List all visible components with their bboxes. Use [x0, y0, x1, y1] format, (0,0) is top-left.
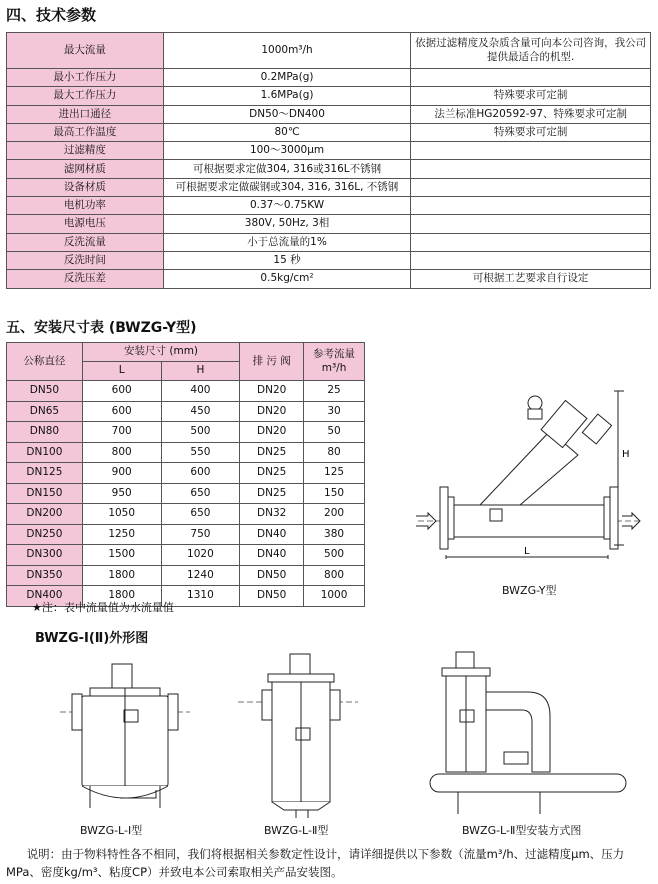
- dim-cell-drain: DN40: [240, 524, 304, 545]
- dim-cell-flow: 25: [304, 381, 365, 402]
- spec-row: [7, 178, 651, 196]
- spec-value: 100～3000μm: [163, 142, 411, 160]
- dim-cell-H: 750: [161, 524, 240, 545]
- dim-cell-dn: DN65: [7, 401, 83, 422]
- spec-value: 80℃: [163, 123, 411, 141]
- col-install: 安装尺寸 (mm): [82, 343, 239, 362]
- spec-note: [411, 215, 651, 233]
- l2-drawing: [238, 650, 358, 820]
- dim-cell-L: 800: [82, 442, 161, 463]
- spec-note: 可根据工艺要求自行设定: [411, 270, 651, 288]
- dim-cell-dn: DN200: [7, 504, 83, 525]
- dim-cell-L: 950: [82, 483, 161, 504]
- dim-cell-H: 600: [161, 463, 240, 484]
- dim-cell-flow: 30: [304, 401, 365, 422]
- spec-param: 过滤精度: [7, 142, 164, 160]
- dim-row: [7, 442, 365, 463]
- dim-cell-dn: DN50: [7, 381, 83, 402]
- spec-value: 15 秒: [163, 251, 411, 269]
- spec-value: DN50～DN400: [163, 105, 411, 123]
- spec-value: 可根据要求定做304, 316或316L不锈钢: [163, 160, 411, 178]
- spec-note: [411, 69, 651, 87]
- spec-note: [411, 197, 651, 215]
- dim-cell-H: 1310: [161, 586, 240, 607]
- spec-param: 最大流量: [7, 33, 164, 69]
- spec-row: [7, 233, 651, 251]
- dim-cell-L: 600: [82, 401, 161, 422]
- spec-value: 1.6MPa(g): [163, 87, 411, 105]
- spec-row: [7, 251, 651, 269]
- col-nominal: 公称直径: [7, 343, 83, 381]
- dim-cell-L: 1800: [82, 586, 161, 607]
- spec-param: 电机功率: [7, 197, 164, 215]
- spec-note: 特殊要求可定制: [411, 87, 651, 105]
- dim-cell-L: 1500: [82, 545, 161, 566]
- spec-param: 设备材质: [7, 178, 164, 196]
- y-caption: BWZG-Y型: [502, 584, 557, 597]
- dim-row: [7, 483, 365, 504]
- spec-note: [411, 251, 651, 269]
- caption-l2: BWZG-L-Ⅱ型: [264, 824, 329, 837]
- dim-cell-flow: 500: [304, 545, 365, 566]
- spec-param: 电源电压: [7, 215, 164, 233]
- spec-row: [7, 197, 651, 215]
- spec-value: 0.37～0.75KW: [163, 197, 411, 215]
- spec-row: [7, 142, 651, 160]
- spec-row: [7, 69, 651, 87]
- dim-cell-H: 500: [161, 422, 240, 443]
- dim-cell-flow: 50: [304, 422, 365, 443]
- dim-cell-L: 700: [82, 422, 161, 443]
- spec-row: [7, 33, 651, 69]
- dim-cell-dn: DN300: [7, 545, 83, 566]
- spec-param: 滤网材质: [7, 160, 164, 178]
- dim-row: [7, 463, 365, 484]
- dim-H-label: H: [622, 449, 630, 460]
- dim-cell-drain: DN25: [240, 483, 304, 504]
- dimension-table: [6, 342, 365, 607]
- dim-cell-H: 450: [161, 401, 240, 422]
- dim-cell-H: 650: [161, 483, 240, 504]
- dim-cell-dn: DN80: [7, 422, 83, 443]
- dim-cell-H: 550: [161, 442, 240, 463]
- section5-title: 五、安装尺寸表 (BWZG-Y型): [6, 320, 197, 336]
- col-L: L: [82, 362, 161, 381]
- dim-cell-L: 900: [82, 463, 161, 484]
- spec-param: 进出口通径: [7, 105, 164, 123]
- dim-row: [7, 504, 365, 525]
- dim-cell-flow: 150: [304, 483, 365, 504]
- spec-param: 最高工作温度: [7, 123, 164, 141]
- dim-cell-drain: DN20: [240, 422, 304, 443]
- dim-cell-flow: 80: [304, 442, 365, 463]
- section4-title: 四、技术参数: [6, 6, 97, 24]
- spec-note: [411, 142, 651, 160]
- spec-table: [6, 32, 651, 289]
- dim-cell-H: 400: [161, 381, 240, 402]
- spec-param: 反洗时间: [7, 251, 164, 269]
- y-strainer-drawing: [410, 383, 650, 593]
- dim-cell-dn: DN150: [7, 483, 83, 504]
- dim-cell-flow: 800: [304, 565, 365, 586]
- bottom-description: 说明：由于物料特性各不相同，我们将根据相关参数定性设计，请详细提供以下参数（流量m³/h、过滤精度μm、压力MPa、密度kg/m³、粘度CP）并致电本公司索取相关产品安装图。: [6, 847, 625, 879]
- dim-cell-L: 600: [82, 381, 161, 402]
- spec-row: [7, 123, 651, 141]
- dim-cell-drain: DN25: [240, 463, 304, 484]
- spec-note: [411, 160, 651, 178]
- dim-row: [7, 401, 365, 422]
- dim-cell-dn: DN125: [7, 463, 83, 484]
- dim-cell-drain: DN40: [240, 545, 304, 566]
- dim-cell-drain: DN20: [240, 401, 304, 422]
- dim-row: [7, 545, 365, 566]
- spec-param: 反洗压差: [7, 270, 164, 288]
- dim-row: [7, 565, 365, 586]
- spec-value: 小于总流量的1%: [163, 233, 411, 251]
- dim-cell-drain: DN50: [240, 586, 304, 607]
- dim-cell-flow: 380: [304, 524, 365, 545]
- dim-cell-dn: DN400: [7, 586, 83, 607]
- dim-cell-L: 1250: [82, 524, 161, 545]
- dim-cell-H: 1020: [161, 545, 240, 566]
- dim-cell-dn: DN100: [7, 442, 83, 463]
- dim-cell-drain: DN32: [240, 504, 304, 525]
- dim-cell-L: 1800: [82, 565, 161, 586]
- spec-note: 特殊要求可定制: [411, 123, 651, 141]
- spec-row: [7, 105, 651, 123]
- spec-param: 反洗流量: [7, 233, 164, 251]
- dim-cell-drain: DN20: [240, 381, 304, 402]
- spec-note: [411, 233, 651, 251]
- dim-row: [7, 422, 365, 443]
- col-drain: 排 污 阀: [240, 343, 304, 381]
- spec-note: [411, 178, 651, 196]
- table-note: ★注：表中流量值为水流量值: [32, 601, 174, 614]
- col-H: H: [161, 362, 240, 381]
- spec-note: 依据过滤精度及杂质含量可向本公司咨询，我公司提供最适合的机型.: [411, 33, 651, 69]
- dim-cell-flow: 125: [304, 463, 365, 484]
- caption-l2-install: BWZG-L-Ⅱ型安装方式图: [462, 824, 582, 837]
- spec-row: [7, 270, 651, 288]
- l2-install-drawing: [428, 648, 628, 820]
- dim-L-label: L: [524, 546, 530, 557]
- spec-value: 0.5kg/cm²: [163, 270, 411, 288]
- spec-param: 最小工作压力: [7, 69, 164, 87]
- spec-row: [7, 87, 651, 105]
- drawings-title: BWZG-Ⅰ(Ⅱ)外形图: [35, 631, 149, 646]
- spec-row: [7, 215, 651, 233]
- spec-param: 最大工作压力: [7, 87, 164, 105]
- spec-value: 0.2MPa(g): [163, 69, 411, 87]
- dim-row: [7, 524, 365, 545]
- dim-cell-drain: DN50: [240, 565, 304, 586]
- spec-value: 可根据要求定做碳钢或304, 316, 316L, 不锈钢: [163, 178, 411, 196]
- dim-cell-flow: 200: [304, 504, 365, 525]
- dim-cell-dn: DN350: [7, 565, 83, 586]
- spec-value: 1000m³/h: [163, 33, 411, 69]
- dim-cell-L: 1050: [82, 504, 161, 525]
- dim-cell-flow: 1000: [304, 586, 365, 607]
- l1-drawing: [60, 648, 190, 818]
- caption-l1: BWZG-L-Ⅰ型: [80, 824, 143, 837]
- dim-cell-drain: DN25: [240, 442, 304, 463]
- dim-cell-H: 650: [161, 504, 240, 525]
- dim-cell-H: 1240: [161, 565, 240, 586]
- spec-value: 380V, 50Hz, 3相: [163, 215, 411, 233]
- dim-cell-dn: DN250: [7, 524, 83, 545]
- dim-row: [7, 381, 365, 402]
- spec-note: 法兰标准HG20592-97、特殊要求可定制: [411, 105, 651, 123]
- col-flow: 参考流量m³/h: [304, 343, 365, 381]
- spec-row: [7, 160, 651, 178]
